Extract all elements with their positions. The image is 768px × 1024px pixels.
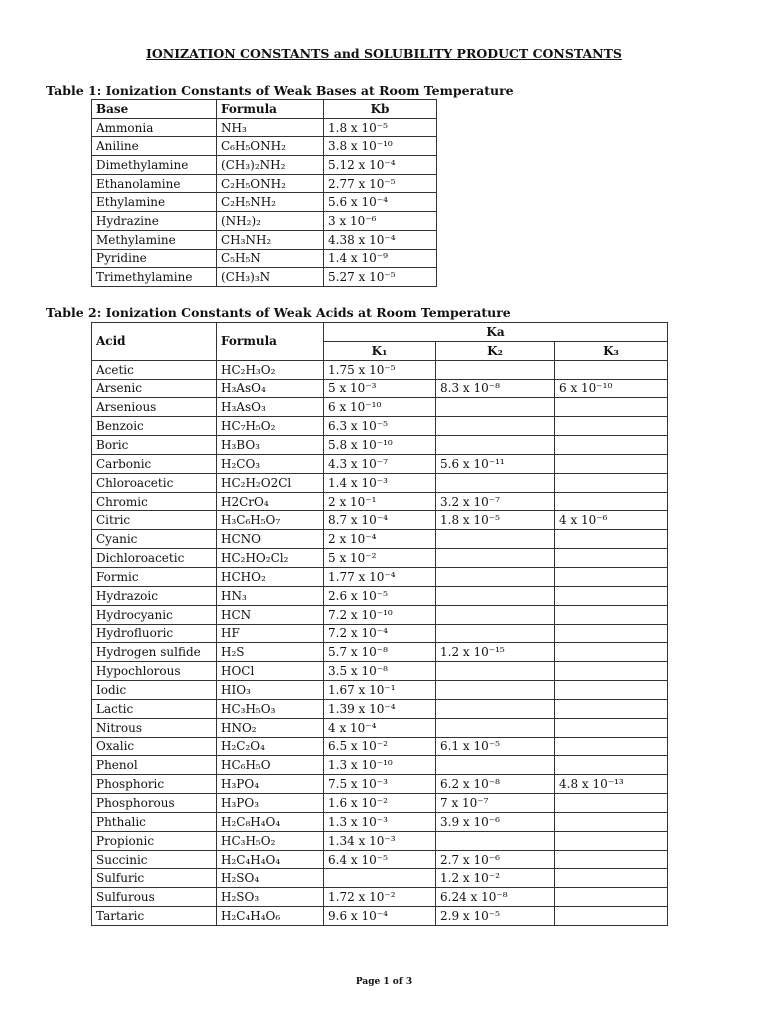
k3-value-cell [555,718,668,737]
k2-value-cell [436,699,555,718]
k1-value-cell: 1.6 x 10⁻² [324,794,436,813]
acid-name-cell: Sulfuric [92,869,217,888]
formula-cell: H₂C₂O₄ [217,737,324,756]
k1-value-cell: 1.67 x 10⁻¹ [324,681,436,700]
k1-value-cell: 4 x 10⁻⁴ [324,718,436,737]
k1-value-cell: 5.7 x 10⁻⁸ [324,643,436,662]
k3-value-cell [555,681,668,700]
acid-name-cell: Nitrous [92,718,217,737]
kb-value-cell: 4.38 x 10⁻⁴ [324,230,437,249]
formula-cell: (CH₃)₃N [217,268,324,287]
formula-cell: HC₂H₃O₂ [217,360,324,379]
k2-value-cell: 6.24 x 10⁻⁸ [436,888,555,907]
k1-value-cell: 1.3 x 10⁻¹⁰ [324,756,436,775]
k3-value-cell [555,473,668,492]
kb-value-cell: 5.6 x 10⁻⁴ [324,193,437,212]
base-row [92,230,437,249]
acid-name-cell: Dichloroacetic [92,549,217,568]
base-name-cell: Ethanolamine [92,174,217,193]
k2-value-cell: 2.9 x 10⁻⁵ [436,907,555,926]
k3-value-cell: 6 x 10⁻¹⁰ [555,379,668,398]
acid-name-cell: Oxalic [92,737,217,756]
acid-row [92,794,668,813]
k2-value-cell [436,586,555,605]
acid-name-cell: Sulfurous [92,888,217,907]
acid-row [92,436,668,455]
k2-value-cell: 3.2 x 10⁻⁷ [436,492,555,511]
acid-column-header: Acid [92,323,217,361]
acid-name-cell: Hydrazoic [92,586,217,605]
k2-value-cell: 8.3 x 10⁻⁸ [436,379,555,398]
formula-cell: H₃BO₃ [217,436,324,455]
formula-cell: C₂H₅ONH₂ [217,174,324,193]
k1-column-header: K₁ [324,341,436,360]
table2-caption: Table 2: Ionization Constants of Weak Acids at Room Temperature [46,305,511,320]
k1-value-cell: 6.5 x 10⁻² [324,737,436,756]
acid-name-cell: Hydrogen sulfide [92,643,217,662]
k3-value-cell [555,850,668,869]
formula-cell: H₂SO₄ [217,869,324,888]
acid-row [92,756,668,775]
acid-row [92,511,668,530]
acids-table-body [92,360,668,925]
acid-row [92,643,668,662]
base-row [92,137,437,156]
acid-name-cell: Phosphorous [92,794,217,813]
acid-name-cell: Tartaric [92,907,217,926]
k3-value-cell [555,907,668,926]
base-row [92,249,437,268]
k3-value-cell [555,549,668,568]
page-footer: Page 1 of 3 [355,977,413,987]
base-name-cell: Methylamine [92,230,217,249]
k2-value-cell: 1.2 x 10⁻¹⁵ [436,643,555,662]
formula-cell: HCHO₂ [217,567,324,586]
acid-name-cell: Cyanic [92,530,217,549]
acid-name-cell: Hydrofluoric [92,624,217,643]
base-row [92,212,437,231]
k2-value-cell: 2.7 x 10⁻⁶ [436,850,555,869]
acid-row [92,549,668,568]
acid-name-cell: Boric [92,436,217,455]
k1-value-cell: 7.2 x 10⁻⁴ [324,624,436,643]
formula-cell: HC₆H₅O [217,756,324,775]
k3-value-cell: 4 x 10⁻⁶ [555,511,668,530]
k3-value-cell [555,643,668,662]
k3-value-cell [555,454,668,473]
k1-value-cell: 1.39 x 10⁻⁴ [324,699,436,718]
base-row [92,156,437,175]
kb-value-cell: 3.8 x 10⁻¹⁰ [324,137,437,156]
formula-cell: H₃AsO₃ [217,398,324,417]
k3-value-cell [555,567,668,586]
acid-row [92,831,668,850]
k1-value-cell: 1.77 x 10⁻⁴ [324,567,436,586]
k2-value-cell [436,436,555,455]
formula-cell: HC₂HO₂Cl₂ [217,549,324,568]
k2-value-cell [436,718,555,737]
k1-value-cell: 5 x 10⁻³ [324,379,436,398]
k1-value-cell: 9.6 x 10⁻⁴ [324,907,436,926]
k3-value-cell [555,586,668,605]
base-name-cell: Dimethylamine [92,156,217,175]
base-column-header: Base [92,100,217,119]
base-row [92,268,437,287]
formula-cell: CH₃NH₂ [217,230,324,249]
k2-value-cell [436,549,555,568]
acid-name-cell: Phenol [92,756,217,775]
formula-cell: C₆H₅ONH₂ [217,137,324,156]
formula-cell: H₂CO₃ [217,454,324,473]
kb-value-cell: 3 x 10⁻⁶ [324,212,437,231]
k3-value-cell [555,831,668,850]
formula-cell: H₃C₆H₅O₇ [217,511,324,530]
formula-cell: NH₃ [217,118,324,137]
k3-value-cell [555,888,668,907]
acid-row [92,907,668,926]
acid-name-cell: Benzoic [92,417,217,436]
k1-value-cell: 6.4 x 10⁻⁵ [324,850,436,869]
table1-caption: Table 1: Ionization Constants of Weak Bases at Room Temperature [46,83,514,98]
k3-value-cell [555,492,668,511]
acid-name-cell: Arsenic [92,379,217,398]
acid-row [92,417,668,436]
k1-value-cell: 2 x 10⁻¹ [324,492,436,511]
acid-name-cell: Acetic [92,360,217,379]
k3-value-cell [555,737,668,756]
formula-cell: HCNO [217,530,324,549]
k2-value-cell [436,417,555,436]
k2-value-cell [436,398,555,417]
k3-value-cell [555,530,668,549]
acid-row [92,662,668,681]
k2-column-header: K₂ [436,341,555,360]
k2-value-cell [436,605,555,624]
k1-value-cell: 3.5 x 10⁻⁸ [324,662,436,681]
k1-value-cell: 8.7 x 10⁻⁴ [324,511,436,530]
base-row [92,174,437,193]
acid-name-cell: Arsenious [92,398,217,417]
acid-name-cell: Chromic [92,492,217,511]
k1-value-cell [324,869,436,888]
acid-row [92,398,668,417]
kb-value-cell: 1.4 x 10⁻⁹ [324,249,437,268]
base-name-cell: Aniline [92,137,217,156]
page-title: IONIZATION CONSTANTS and SOLUBILITY PRODUCT CONSTANTS [146,46,622,61]
formula-cell: HNO₂ [217,718,324,737]
k1-value-cell: 1.4 x 10⁻³ [324,473,436,492]
base-row [92,118,437,137]
acid-row [92,718,668,737]
k3-value-cell [555,699,668,718]
k3-value-cell [555,812,668,831]
k1-value-cell: 2.6 x 10⁻⁵ [324,586,436,605]
k2-value-cell [436,360,555,379]
k3-value-cell [555,417,668,436]
k1-value-cell: 5.8 x 10⁻¹⁰ [324,436,436,455]
formula-cell: H₂C₄H₄O₆ [217,907,324,926]
k3-value-cell [555,756,668,775]
acid-row [92,605,668,624]
formula-cell: H₂S [217,643,324,662]
k3-column-header: K₃ [555,341,668,360]
acid-name-cell: Propionic [92,831,217,850]
formula-cell: H2CrO₄ [217,492,324,511]
formula-cell: HC₇H₅O₂ [217,417,324,436]
k1-value-cell: 2 x 10⁻⁴ [324,530,436,549]
acid-name-cell: Lactic [92,699,217,718]
kb-column-header: Kb [324,100,437,119]
k2-value-cell [436,681,555,700]
base-row [92,193,437,212]
formula-cell: H₂SO₃ [217,888,324,907]
k2-value-cell: 6.2 x 10⁻⁸ [436,775,555,794]
k2-value-cell: 7 x 10⁻⁷ [436,794,555,813]
acid-name-cell: Citric [92,511,217,530]
k1-value-cell: 1.75 x 10⁻⁵ [324,360,436,379]
k2-value-cell [436,473,555,492]
acid-row [92,850,668,869]
bases-table [91,99,437,287]
kb-value-cell: 1.8 x 10⁻⁵ [324,118,437,137]
acid-name-cell: Carbonic [92,454,217,473]
formula-cell: HCN [217,605,324,624]
k3-value-cell [555,624,668,643]
ka-column-header: Ka [324,323,668,342]
formula-cell: H₃PO₃ [217,794,324,813]
k2-value-cell: 1.2 x 10⁻² [436,869,555,888]
k3-value-cell [555,605,668,624]
acid-row [92,624,668,643]
formula-cell: (CH₃)₂NH₂ [217,156,324,175]
k3-value-cell [555,794,668,813]
acid-name-cell: Phthalic [92,812,217,831]
acid-row [92,681,668,700]
k2-value-cell [436,624,555,643]
formula-cell: HIO₃ [217,681,324,700]
kb-value-cell: 5.12 x 10⁻⁴ [324,156,437,175]
bases-header-row [92,100,437,119]
base-name-cell: Hydrazine [92,212,217,231]
formula-cell: H₃PO₄ [217,775,324,794]
k2-value-cell: 3.9 x 10⁻⁶ [436,812,555,831]
k3-value-cell [555,436,668,455]
acids-header-row [92,323,668,342]
k2-value-cell [436,756,555,775]
acid-row [92,567,668,586]
bases-table-body [92,118,437,286]
k1-value-cell: 1.3 x 10⁻³ [324,812,436,831]
k1-value-cell: 6.3 x 10⁻⁵ [324,417,436,436]
base-name-cell: Trimethylamine [92,268,217,287]
acid-name-cell: Iodic [92,681,217,700]
acid-name-cell: Phosphoric [92,775,217,794]
k2-value-cell: 1.8 x 10⁻⁵ [436,511,555,530]
acid-name-cell: Hypochlorous [92,662,217,681]
formula-cell: HC₃H₅O₂ [217,831,324,850]
formula-cell: C₂H₅NH₂ [217,193,324,212]
acid-row [92,869,668,888]
k1-value-cell: 7.5 x 10⁻³ [324,775,436,794]
k2-value-cell: 5.6 x 10⁻¹¹ [436,454,555,473]
acid-row [92,737,668,756]
acid-row [92,775,668,794]
formula-column-header: Formula [217,323,324,361]
base-name-cell: Pyridine [92,249,217,268]
acid-row [92,812,668,831]
kb-value-cell: 5.27 x 10⁻⁵ [324,268,437,287]
acid-row [92,473,668,492]
k1-value-cell: 7.2 x 10⁻¹⁰ [324,605,436,624]
base-name-cell: Ammonia [92,118,217,137]
acid-row [92,530,668,549]
k3-value-cell [555,398,668,417]
acid-row [92,888,668,907]
base-name-cell: Ethylamine [92,193,217,212]
k2-value-cell [436,567,555,586]
acid-name-cell: Formic [92,567,217,586]
k2-value-cell [436,831,555,850]
acid-name-cell: Chloroacetic [92,473,217,492]
k3-value-cell [555,869,668,888]
kb-value-cell: 2.77 x 10⁻⁵ [324,174,437,193]
formula-cell: (NH₂)₂ [217,212,324,231]
k3-value-cell [555,662,668,681]
acid-row [92,699,668,718]
formula-cell: HF [217,624,324,643]
formula-cell: HC₂H₂O2Cl [217,473,324,492]
formula-cell: H₂C₈H₄O₄ [217,812,324,831]
k2-value-cell [436,530,555,549]
k2-value-cell: 6.1 x 10⁻⁵ [436,737,555,756]
formula-cell: H₃AsO₄ [217,379,324,398]
acid-name-cell: Hydrocyanic [92,605,217,624]
formula-column-header: Formula [217,100,324,119]
acid-row [92,360,668,379]
acid-name-cell: Succinic [92,850,217,869]
k1-value-cell: 4.3 x 10⁻⁷ [324,454,436,473]
k1-value-cell: 1.72 x 10⁻² [324,888,436,907]
formula-cell: C₅H₅N [217,249,324,268]
k3-value-cell: 4.8 x 10⁻¹³ [555,775,668,794]
k1-value-cell: 5 x 10⁻² [324,549,436,568]
acid-row [92,379,668,398]
formula-cell: HOCl [217,662,324,681]
formula-cell: H₂C₄H₄O₄ [217,850,324,869]
acids-table [91,322,668,926]
acid-row [92,454,668,473]
formula-cell: HN₃ [217,586,324,605]
k3-value-cell [555,360,668,379]
k2-value-cell [436,662,555,681]
acid-row [92,492,668,511]
k1-value-cell: 1.34 x 10⁻³ [324,831,436,850]
formula-cell: HC₃H₅O₃ [217,699,324,718]
k1-value-cell: 6 x 10⁻¹⁰ [324,398,436,417]
acid-row [92,586,668,605]
